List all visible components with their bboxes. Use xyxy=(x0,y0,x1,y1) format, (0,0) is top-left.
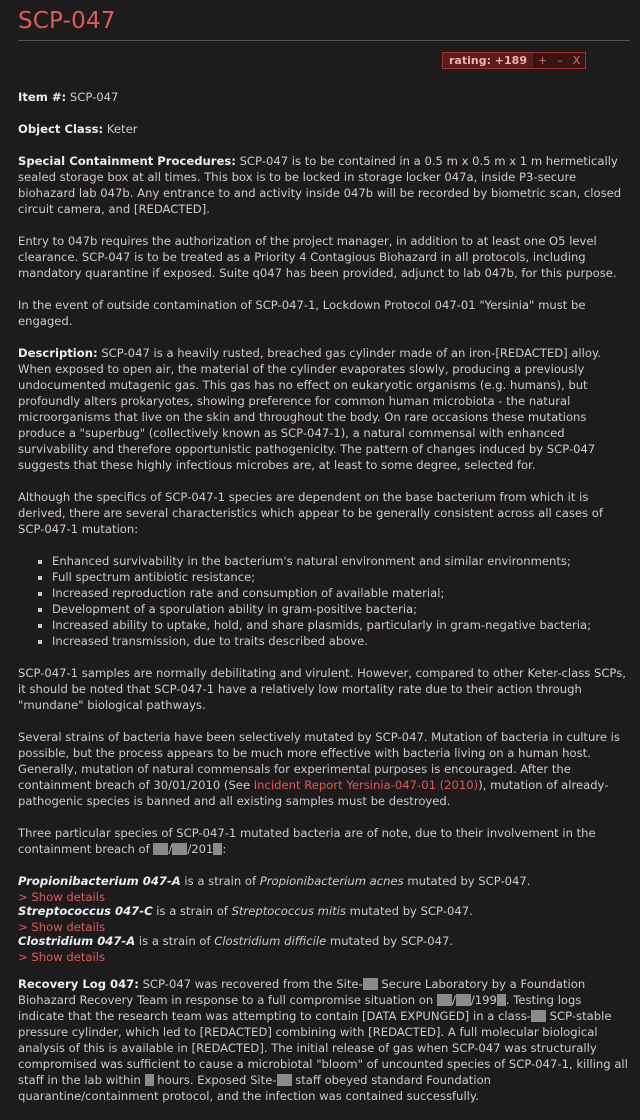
redaction-bar xyxy=(363,978,378,990)
list-item: ▪ Development of a sporulation ability in gram-positive bacteria; xyxy=(52,601,630,617)
description: Description: SCP-047 is a heavily rusted, breached gas cylinder made of an iron-[REDACTED] alloy. When exposed to open air, the material of the cylinder evaporates slowly, producing a previously undocumented mutagenic gas. This gas has no effect on eukaryotic organisms (e.g. humans), but profoundly alters prokaryotes, showing preference for common human microbiota - the natural microorganisms that live on the skin and throughout the body. On rare occasions these mutations produce a "superbug" (collectively known as SCP-047-1), a natural commensal with enhanced survivability and therefore opportunistic pathogenicity. The pattern of changes induced by SCP-047 suggests that these highly infectious microbes are, at least to some degree, selected for. xyxy=(18,346,601,472)
containment-procedures: Special Containment Procedures: SCP-047 is to be contained in a 0.5 m x 0.5 m x 1 m hermetically sealed storage box at all times. This box is to be locked in storage locker 047a, inside P3-secure biohazard lab 047b. Any entrance to and activity inside 047b will be recorded by biometric scan, closed circuit camera, and [REDACTED]. xyxy=(18,154,622,216)
containment-paragraph-3: In the event of outside contamination of SCP-047-1, Lockdown Protocol 047-01 "Yersinia" must be engaged. xyxy=(18,298,586,328)
redaction-bar xyxy=(172,843,187,855)
description-paragraph-5: Three particular species of SCP-047-1 mutated bacteria are of note, due to their involvement in the containment breach of / /201 : xyxy=(18,826,596,856)
mutation-traits-list xyxy=(18,553,630,649)
cancel-vote-button[interactable]: X xyxy=(572,54,581,67)
redaction-bar xyxy=(497,994,506,1006)
description-paragraph-3: SCP-047-1 samples are normally debilitating and virulent. However, compared to other Keter-class SCPs, it should be noted that SCP-047-1 have a relatively low mortality rate due to their action through "mundane" biological pathways. xyxy=(18,666,626,712)
redaction-bar xyxy=(456,994,471,1006)
rating-module xyxy=(442,52,586,69)
page-content xyxy=(18,0,630,1120)
show-details-toggle[interactable]: > Show details xyxy=(18,920,105,934)
downvote-button[interactable]: – xyxy=(557,54,563,67)
list-item: ▪ Increased reproduction rate and consumption of available material; xyxy=(52,585,630,601)
species-entry: Propionibacterium 047-A is a strain of Propionibacterium acnes mutated by SCP-047. xyxy=(18,874,531,888)
page-title: SCP-047 xyxy=(18,8,116,34)
object-class: Object Class: Keter xyxy=(18,122,138,136)
redaction-bar xyxy=(437,994,452,1006)
redaction-bar xyxy=(153,843,168,855)
description-paragraph-4: Several strains of bacteria have been selectively mutated by SCP-047. Mutation of bacteria in culture is possible, but the process appears to be much more effective with bacteria living on a human host. Generally, mutation of natural commensals for experimental purposes is encouraged. After the containment breach of 30/01/2010 (See Incident Report Yersinia-047-01 (2010)), mutation of already-pathogenic species is banned and all existing samples must be destroyed. xyxy=(18,730,620,808)
redaction-bar xyxy=(531,1010,546,1022)
incident-report-link[interactable]: Incident Report Yersinia-047-01 (2010) xyxy=(253,778,479,792)
species-entry: Streptococcus 047-C is a strain of Streptococcus mitis mutated by SCP-047. xyxy=(18,904,473,918)
show-details-toggle[interactable]: > Show details xyxy=(18,950,105,964)
list-item: ▪ Enhanced survivability in the bacterium's natural environment and similar environments; xyxy=(52,553,630,569)
species-name: Propionibacterium 047-A xyxy=(18,874,181,888)
species-list xyxy=(18,873,630,965)
containment-paragraph-2: Entry to 047b requires the authorization of the project manager, in addition to at least one O5 level clearance. SCP-047 is to be treated as a Priority 4 Contagious Biohazard in all protocols, including mandatory quarantine if exposed. Suite q047 has been provided, adjunct to lab 047b, for this purpose. xyxy=(18,234,617,280)
redaction-bar xyxy=(145,1074,154,1086)
description-paragraph-2: Although the specifics of SCP-047-1 species are dependent on the base bacterium from which it is derived, there are several characteristics which appear to be generally consistent across all cases of SCP-047-1 mutation: xyxy=(18,490,603,536)
species-name: Streptococcus 047-C xyxy=(18,904,153,918)
upvote-button[interactable]: + xyxy=(538,54,548,67)
show-details-toggle[interactable]: > Show details xyxy=(18,890,105,904)
list-item: ▪ Full spectrum antibiotic resistance; xyxy=(52,569,630,585)
rating-score: rating: +189 xyxy=(443,53,533,68)
list-item: ▪ Increased transmission, due to traits described above. xyxy=(52,633,630,649)
list-item: ▪ Increased ability to uptake, hold, and share plasmids, particularly in gram-negative bacteria; xyxy=(52,617,630,633)
recovery-log: Recovery Log 047: SCP-047 was recovered from the Site- Secure Laboratory by a Foundation Biohazard Recovery Team in response to a full compromise situation on / /199 . Testing logs indicate that the research team was attempting to contain [DATA EXPUNGED] in a class- SCP-stable pressure cylinder, which led to [REDACTED] combining with [REDACTED]. A full molecular biological analysis of this is available in [REDACTED]. The initial release of gas when SCP-047 was structurally compromised was sufficient to cause a microbiotal "bloom" of uncounted species of SCP-047-1, killing all staff in the lab within hours. Exposed Site- staff obeyed standard Foundation quarantine/containment protocol, and the infection was contained successfully. xyxy=(18,977,628,1103)
species-entry: Clostridium 047-A is a strain of Clostridium difficile mutated by SCP-047. xyxy=(18,934,454,948)
species-name: Clostridium 047-A xyxy=(18,934,136,948)
item-number: Item #: SCP-047 xyxy=(18,90,119,104)
redaction-bar xyxy=(277,1074,292,1086)
